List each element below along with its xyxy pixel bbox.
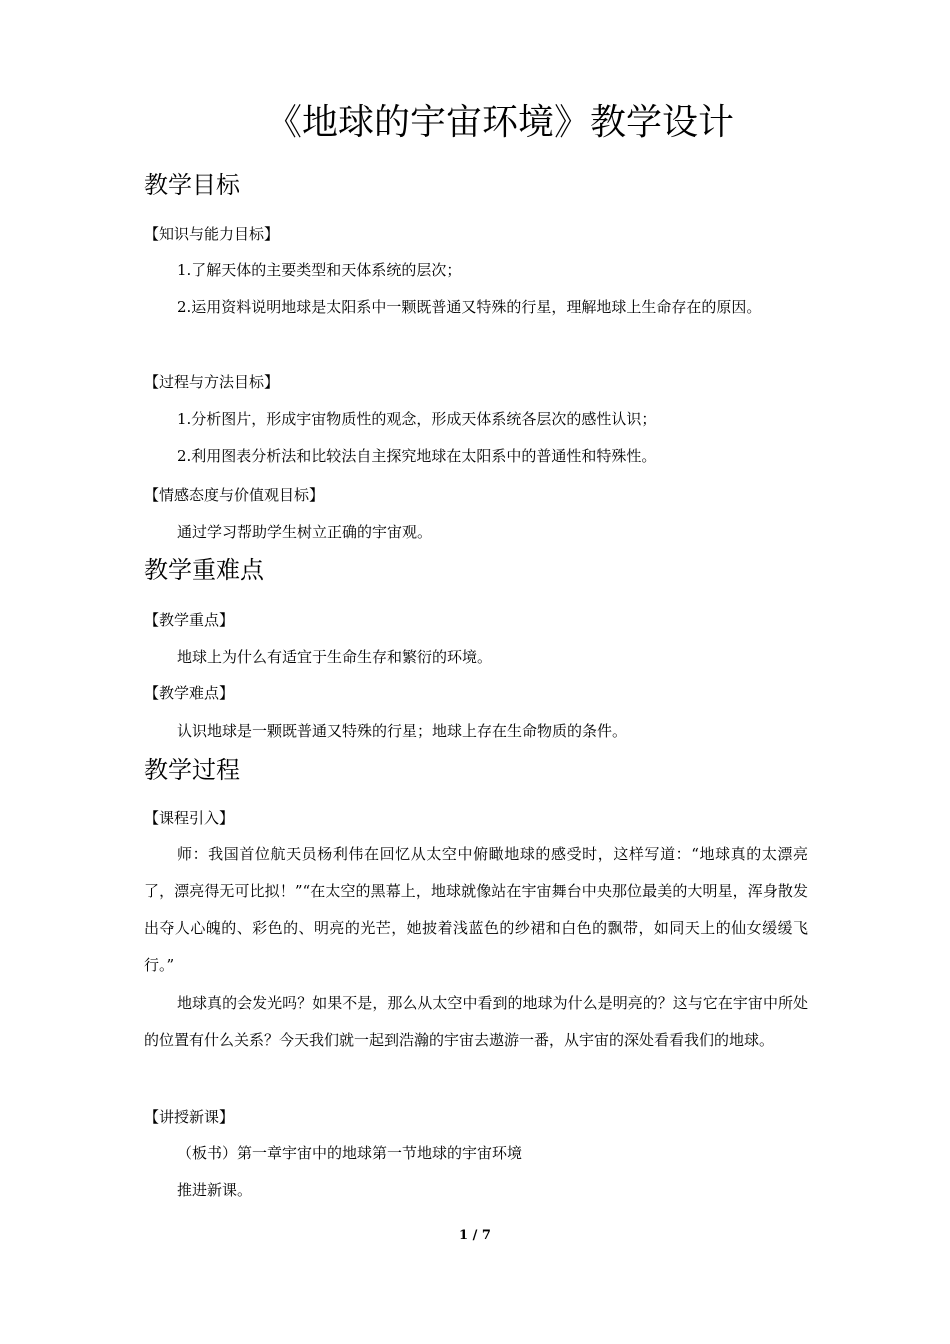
section-heading-process: 教学过程 — [144, 756, 240, 784]
label-new-lesson: 【讲授新课】 — [144, 1108, 235, 1126]
document-title: 《地球的宇宙环境》教学设计 — [265, 102, 734, 143]
label-teaching-difficulty: 【教学难点】 — [144, 684, 235, 702]
label-knowledge-objectives: 【知识与能力目标】 — [144, 225, 280, 243]
page-number: 1 / 7 — [459, 1228, 491, 1243]
process-objective-2: 2.利用图表分析法和比较法自主探究地球在太阳系中的普通性和特殊性。 — [177, 447, 657, 465]
section-heading-key-points: 教学重难点 — [144, 556, 264, 584]
emotion-objective-1: 通过学习帮助学生树立正确的宇宙观。 — [177, 523, 433, 541]
knowledge-objective-1: 1.了解天体的主要类型和天体系统的层次； — [177, 261, 462, 279]
teaching-focus-text: 地球上为什么有适宜于生命生存和繁衍的环境。 — [177, 648, 493, 666]
label-emotion-objectives: 【情感态度与价值观目标】 — [144, 486, 325, 504]
new-lesson-paragraph-2: 推进新课。 — [177, 1181, 253, 1199]
course-intro-paragraph-1: 师：我国首位航天员杨利伟在回忆从太空中俯瞰地球的感受时，这样写道：“地球真的太漂亮了，漂亮得无可比拟！”“在太空的黑幕上，地球就像站在宇宙舞台中央那位最美的大明星，浑身散发出夺人心魄的、彩色的、明亮的光芒，她披着浅蓝色的纱裙和白色的飘带，如同天上的仙女缓缓飞行。” — [144, 845, 808, 974]
knowledge-objective-2: 2.运用资料说明地球是太阳系中一颗既普通又特殊的行星，理解地球上生命存在的原因。 — [177, 298, 762, 316]
label-course-intro: 【课程引入】 — [144, 809, 235, 827]
course-intro-paragraph-2: 地球真的会发光吗？如果不是，那么从太空中看到的地球为什么是明亮的？这与它在宇宙中所处的位置有什么关系？今天我们就一起到浩瀚的宇宙去遨游一番，从宇宙的深处看看我们的地球。 — [144, 994, 808, 1049]
label-teaching-focus: 【教学重点】 — [144, 611, 235, 629]
process-objective-1: 1.分析图片，形成宇宙物质性的观念，形成天体系统各层次的感性认识； — [177, 410, 657, 428]
section-heading-objectives: 教学目标 — [144, 171, 240, 199]
teaching-difficulty-text: 认识地球是一颗既普通又特殊的行星；地球上存在生命物质的条件。 — [177, 722, 628, 740]
label-process-objectives: 【过程与方法目标】 — [144, 373, 280, 391]
new-lesson-paragraph-1: （板书）第一章宇宙中的地球第一节地球的宇宙环境 — [177, 1144, 523, 1162]
